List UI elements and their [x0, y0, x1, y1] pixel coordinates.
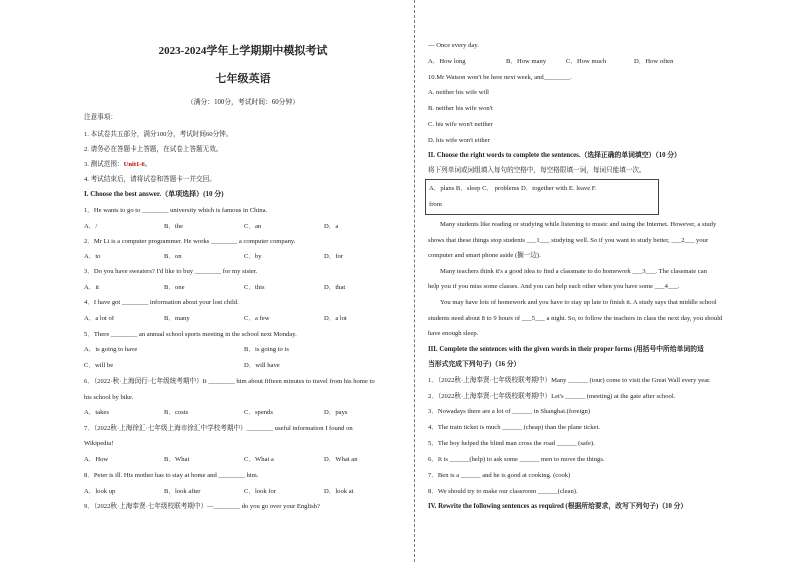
question-stem: 1．He wants to go to ________ university which is famous in China. [84, 207, 268, 214]
note-item: 2. 请务必在答题卡上答题，在试卷上答题无效。 [84, 146, 223, 153]
option[interactable]: A．takes [84, 409, 109, 416]
option[interactable]: B．one [164, 284, 185, 291]
question-stem: 8．Peter is ill. His mother has to stay at home and ________ him. [84, 472, 259, 479]
option[interactable]: D．How often [634, 58, 674, 65]
test-range: Unit1-6 [123, 161, 145, 168]
part2-heading: II. Choose the right words to complete the sentences.（选择正确的单词填空）（10 分） [428, 152, 681, 159]
passage-line: help you if you miss some classes. And you can help each other when you have some ___4___. [428, 283, 680, 290]
part3-item: 1．（2022秋·上海奉贤·七年级校联考期中）Many ______ (tour) come to visit the Great Wall every year. [428, 377, 711, 384]
question-stem-cont: Wikipedia! [84, 440, 114, 447]
option[interactable]: D．pays [324, 409, 348, 416]
option[interactable]: C．by [244, 253, 262, 260]
part3-item: 6．It is ______(help) to ask some ______ men to move the things. [428, 456, 605, 463]
option[interactable]: D．will have [244, 362, 280, 369]
question-stem: 5．There ________ an annual school sports meeting in the school next Monday. [84, 331, 297, 338]
option[interactable]: C. his wife won't neither [428, 121, 493, 128]
option[interactable]: C．will be [84, 362, 114, 369]
part3-item: 7．Ben is a ______ and he is good at cooking. (cook) [428, 472, 571, 479]
question-stem: 10.Mr Watson won't be here next week, and________. [428, 74, 572, 81]
option[interactable]: B．How many [506, 58, 547, 65]
option[interactable]: D．that [324, 284, 346, 291]
option[interactable]: A．is going to have [84, 346, 138, 353]
part3-item: 8．We should try to make our classroom ______(clean). [428, 488, 578, 495]
option[interactable]: B. neither his wife won't [428, 105, 493, 112]
part3-item: 2．（2022秋·上海奉贤·七年级校联考期中）Let's ______ (meeting) at the gate after school. [428, 393, 676, 400]
option[interactable]: B．on [164, 253, 182, 260]
question-stem: 2．Mr Li is a computer programmer. He works ________ a computer company. [84, 238, 296, 245]
option[interactable]: A．look up [84, 488, 116, 495]
passage-line: You may have lots of homework and you have to stay up late to finish it. A study says that middle school [440, 299, 717, 306]
score-line: （满分：100分，考试时间：60分钟） [186, 99, 300, 106]
option[interactable]: B．costs [164, 409, 189, 416]
option[interactable]: C．an [244, 223, 262, 230]
option[interactable]: D．look at [324, 488, 354, 495]
option[interactable]: A．a lot of [84, 315, 115, 322]
word-bank-line: from [429, 201, 442, 208]
part3-item: 3．Nowadays there are a lot of ______ in Shanghai.(foreign) [428, 408, 591, 415]
option[interactable]: D. his wife won't either [428, 137, 490, 144]
passage-line: computer and smart phone aside (搁一边). [428, 252, 541, 259]
part3-item: 5．The boy helped the blind man cross the road ______ (safe). [428, 440, 595, 447]
option[interactable]: D．What an [324, 456, 358, 463]
notes-heading: 注意事项： [84, 114, 117, 121]
passage-line: shows that these things stop students ___1___ studying well. So if you want to study better, ___2___ your [428, 237, 709, 244]
note-item-text: 3. 测试范围： [84, 161, 124, 168]
exam-subtitle: 七年级英语 [215, 73, 271, 85]
note-item: 4. 考试结束后，请将试卷和答题卡一并交回。 [84, 176, 216, 183]
option[interactable]: B．is going to is [244, 346, 289, 353]
passage-line: Many teachers think it's a good idea to find a classmate to do homework ___3___. The classmate can [440, 268, 707, 275]
option[interactable]: A．to [84, 253, 101, 260]
option[interactable]: A．How long [428, 58, 466, 65]
option[interactable]: C．look for [244, 488, 277, 495]
option[interactable]: A. neither his wife will [428, 89, 489, 96]
option[interactable]: C．spends [244, 409, 273, 416]
option[interactable]: B．the [164, 223, 184, 230]
option[interactable]: B．What [164, 456, 190, 463]
option[interactable]: B．many [164, 315, 190, 322]
word-bank-line: A．plans B．sleep C． problems D．together with E. leave F. [429, 185, 597, 192]
exam-title: 2023-2024学年上学期期中模拟考试 [158, 45, 328, 57]
note-item: 1. 本试卷共五部分，满分100分，考试时间60分钟。 [84, 131, 233, 138]
note-item [84, 160, 151, 169]
question-stem: 6．（2022·秋·上海闵行·七年级统考期中）It ________ him about fifteen minutes to travel from his home to [84, 378, 375, 385]
question-stem-cont: his school by bike. [84, 394, 134, 401]
question-stem: 7．（2022秋·上海徐汇·七年级上海市徐汇中学校考期中）________ useful information I found on [84, 425, 353, 432]
option[interactable]: A．it [84, 284, 100, 291]
option[interactable]: D．a lot [324, 315, 347, 322]
part3-heading-cont: 当形式完成下列句子)（16 分） [428, 361, 521, 368]
part1-heading: I. Choose the best answer.（单项选择）(10 分) [84, 190, 224, 198]
passage-line: Many students like reading or studying while listening to music and using the Internet. However, a study [440, 221, 717, 228]
question-stem: 9．（2022秋·上海奉贤·七年级校联考期中）—________ do you go over your English? [84, 503, 320, 510]
option[interactable]: D．for [324, 253, 344, 260]
question-stem: 3．Do you have sweaters? I'd like to buy ________ for my sister. [84, 268, 258, 275]
option[interactable]: D．a [324, 223, 339, 230]
passage-line: have enough sleep. [428, 330, 479, 337]
option[interactable]: B．look after [164, 488, 201, 495]
option[interactable]: C．What a [244, 456, 274, 463]
dialogue-reply: — Once every day. [428, 42, 479, 49]
passage-line: students need about 8 to 9 hours of ___5___ a night. So, to follow the teachers in class the next day, you should [428, 315, 723, 322]
option[interactable]: C．a few [244, 315, 270, 322]
part3-item: 4．The train ticket is much ______ (cheap) than the plane ticket. [428, 424, 600, 431]
option[interactable]: A．How [84, 456, 109, 463]
note-item-end: 。 [144, 161, 152, 168]
part3-heading: III. Complete the sentences with the given words in their proper forms (用括号中所给单词的适 [428, 346, 704, 353]
part4-heading: IV. Rewrite the following sentences as required (根据所给要求，改写下列句子)（10 分） [428, 503, 688, 510]
option[interactable]: A．/ [84, 223, 98, 230]
question-stem: 4．I have got ________ information about your lost child. [84, 299, 239, 306]
option[interactable]: C．How much [566, 58, 607, 65]
option[interactable]: C．this [244, 284, 265, 291]
part2-instructions: 将下列单词或词组填入每句的空格中，每空格限填一词，每词只能填一次。 [428, 167, 646, 174]
